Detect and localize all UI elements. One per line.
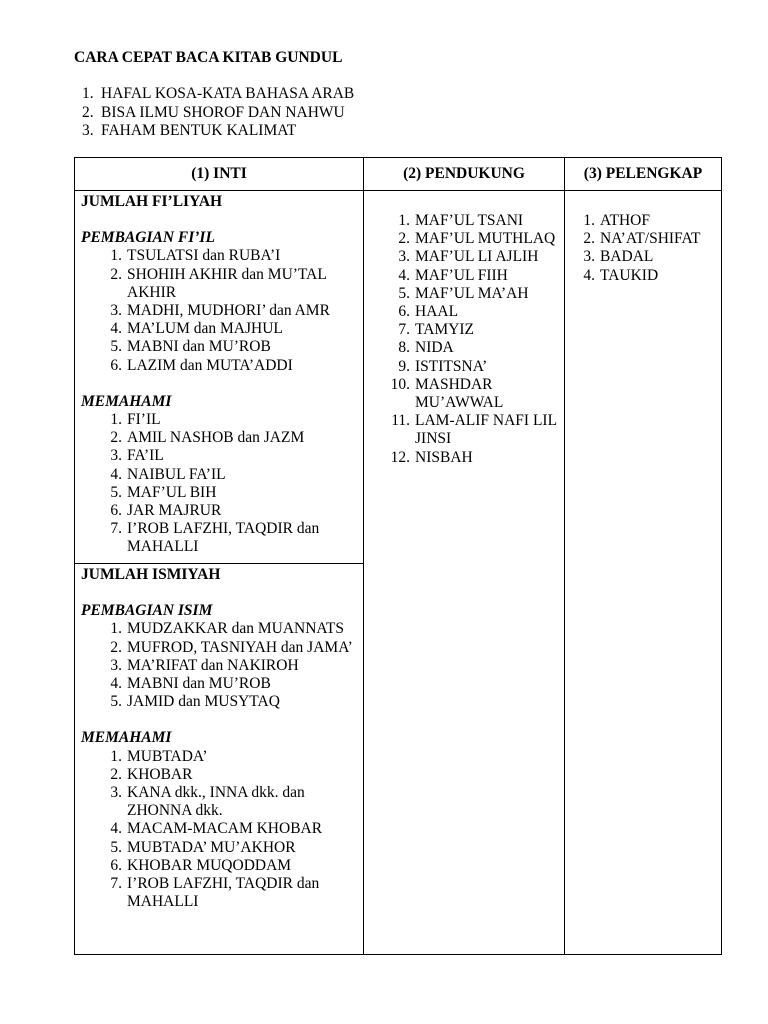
- cell-jumlah-ismiyah: [75, 564, 364, 955]
- document-title: CARA CEPAT BACA KITAB GUNDUL: [74, 49, 343, 66]
- list-item: 7. I’ROB LAFZHI, TAQDIR dan MAHALLI: [110, 875, 320, 911]
- ismiyah-heading: JUMLAH ISMIYAH: [81, 566, 221, 583]
- list-item: 2. MUFROD, TASNIYAH dan JAMA’: [110, 638, 353, 656]
- list-item: 2. SHOHIH AKHIR dan MU’TAL AKHIR: [110, 265, 327, 301]
- list-item: 1. TSULATSI dan RUBA’I: [110, 247, 281, 265]
- filiyah-heading: JUMLAH FI’LIYAH: [81, 193, 223, 210]
- list-item: 7. I’ROB LAFZHI, TAQDIR dan MAHALLI: [110, 520, 320, 556]
- pendukung-list: [370, 212, 558, 467]
- header-inti: (1) INTI: [75, 158, 364, 191]
- list-item: 6. KHOBAR MUQODDAM: [110, 856, 292, 874]
- list-item: 4. MABNI dan MU’ROB: [110, 675, 271, 693]
- list-item: 5. MAF’UL BIH: [110, 483, 217, 501]
- list-item: 3. MAF’UL LI AJLIH: [398, 248, 539, 266]
- ismiyah-memahami-list: [81, 748, 357, 912]
- cell-pendukung: [364, 191, 565, 955]
- list-item: 5. JAMID dan MUSYTAQ: [110, 693, 280, 711]
- list-item: 10. MASHDAR MU’AWWAL: [390, 375, 504, 412]
- filiyah-memahami-title: MEMAHAMI: [81, 392, 172, 410]
- list-item: 4. MA’LUM dan MAJHUL: [110, 320, 283, 338]
- list-item: 3. FA’IL: [110, 447, 164, 465]
- list-item: 3. MADHI, MUDHORI’ dan AMR: [110, 302, 330, 320]
- list-item: 3. BADAL: [583, 248, 654, 266]
- list-item: 3. MA’RIFAT dan NAKIROH: [110, 656, 299, 674]
- kitab-table: [74, 157, 722, 955]
- list-item: 6. JAR MAJRUR: [110, 502, 222, 520]
- list-item: 1. MUBTADA’: [110, 747, 208, 765]
- list-item: 5. MABNI dan MU’ROB: [110, 338, 271, 356]
- list-item: 1. ATHOF: [583, 212, 650, 229]
- table-row: [75, 191, 722, 564]
- ismiyah-pembagian-title: PEMBAGIAN ISIM: [81, 602, 213, 620]
- list-item: 6. HAAL: [398, 303, 459, 321]
- list-item: 2. MAF’UL MUTHLAQ: [398, 230, 556, 248]
- list-item: 6. LAZIM dan MUTA’ADDI: [110, 356, 293, 374]
- filiyah-pembagian-list: [81, 247, 357, 374]
- intro-list: [82, 85, 354, 141]
- list-item: 2. NA’AT/SHIFAT: [583, 230, 701, 248]
- list-item: 9. ISTITSNA’: [398, 357, 488, 375]
- list-item: 1. FI’IL: [110, 411, 161, 429]
- list-item: 7. TAMYIZ: [398, 321, 475, 339]
- list-item: 1. MAF’UL TSANI: [398, 212, 524, 229]
- list-item: 4. TAUKID: [583, 266, 659, 284]
- cell-pelengkap: [565, 191, 722, 955]
- list-item: 5. MUBTADA’ MU’AKHOR: [110, 838, 296, 856]
- list-item: 4. MACAM-MACAM KHOBAR: [110, 820, 323, 838]
- table-header-row: [75, 158, 722, 191]
- list-item: 2. AMIL NASHOB dan JAZM: [110, 429, 305, 447]
- header-pendukung: (2) PENDUKUNG: [364, 158, 565, 191]
- list-item: 5. MAF’UL MA’AH: [398, 284, 529, 302]
- list-item: 12. NISBAH: [390, 448, 473, 466]
- intro-item: 2. BISA ILMU SHOROF DAN NAHWU: [82, 103, 345, 121]
- pelengkap-list: [571, 212, 715, 285]
- list-item: 8. NIDA: [398, 339, 454, 357]
- intro-item: 3. FAHAM BENTUK KALIMAT: [82, 122, 297, 139]
- list-item: 2. KHOBAR: [110, 765, 193, 783]
- ismiyah-memahami-title: MEMAHAMI: [81, 729, 172, 747]
- ismiyah-pembagian-list: [81, 620, 357, 711]
- list-item: 3. KANA dkk., INNA dkk. dan ZHONNA dkk.: [110, 784, 305, 820]
- list-item: 4. NAIBUL FA’IL: [110, 465, 226, 483]
- list-item: 11. LAM-ALIF NAFI LIL JINSI: [391, 412, 557, 448]
- list-item: 4. MAF’UL FIIH: [398, 266, 508, 284]
- list-item: 1. MUDZAKKAR dan MUANNATS: [110, 620, 344, 638]
- filiyah-memahami-list: [81, 411, 357, 557]
- cell-jumlah-filiyah: [75, 191, 364, 564]
- filiyah-pembagian-title: PEMBAGIAN FI’IL: [81, 229, 215, 247]
- header-pelengkap: (3) PELENGKAP: [565, 158, 722, 191]
- intro-item: 1. HAFAL KOSA-KATA BAHASA ARAB: [82, 85, 355, 102]
